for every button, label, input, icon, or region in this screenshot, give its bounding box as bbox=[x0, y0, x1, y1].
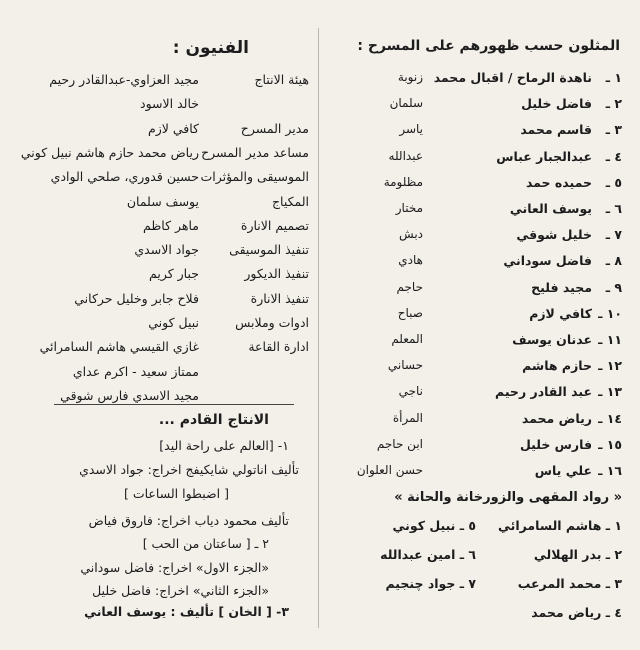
actor-number: ١٠ ـ bbox=[598, 305, 622, 321]
character-name: حاجم bbox=[396, 279, 423, 294]
actor-name: فارس خليل bbox=[519, 436, 592, 452]
actor-number: ١٥ ـ bbox=[598, 436, 622, 452]
credit-value: ماهر كاظم bbox=[143, 217, 199, 233]
actor-name: حازم هاشم bbox=[522, 358, 592, 374]
visitor-name: ٤ ـ رياض محمد bbox=[531, 605, 622, 620]
credit-label: هيئة الانتاج bbox=[254, 72, 309, 87]
actor-name: قاسم محمد bbox=[520, 122, 592, 138]
next-production-line: ٣- [ الخان ] تأليف : يوسف العاني bbox=[84, 604, 289, 619]
actor-number: ٦ ـ bbox=[605, 201, 622, 216]
actor-number: ٧ ـ bbox=[605, 227, 622, 243]
next-production-line: «الجزء الاول» اخراج: فاضل سوداني bbox=[80, 560, 269, 575]
credit-label: تنفيذ الانارة bbox=[250, 290, 309, 306]
next-production-line: ١- [العالم على راحة اليد] bbox=[159, 438, 289, 453]
arts-title: الفنيون : bbox=[172, 38, 249, 58]
actor-number: ١٤ ـ bbox=[598, 410, 622, 426]
visitor-name: ٣ ـ محمد المرعب bbox=[517, 576, 622, 591]
character-name: هادي bbox=[398, 253, 423, 268]
actor-name: رياض محمد bbox=[521, 410, 592, 426]
actor-number: ٨ ـ bbox=[605, 253, 622, 269]
credit-label: ادارة القاعة bbox=[248, 339, 309, 355]
credit-label: المكياج bbox=[271, 193, 309, 209]
character-name: مختار bbox=[395, 201, 423, 215]
column-divider bbox=[318, 28, 319, 628]
actor-name: فاضل خليل bbox=[521, 96, 592, 112]
character-name: حساني bbox=[387, 358, 423, 373]
visitor-name: ١ ـ هاشم السامرائي bbox=[498, 518, 622, 533]
credit-value: رياض محمد حازم هاشم نبيل كوني bbox=[20, 144, 199, 160]
actors-title: المثلون حسب ظهورهم على المسرح : bbox=[357, 38, 620, 54]
credit-value: فلاح جابر وخليل حركاني bbox=[74, 290, 199, 306]
credit-label: تنفيذ الديكور bbox=[244, 266, 309, 282]
credit-label: مساعد مدير المسرح bbox=[201, 144, 309, 160]
next-production-line: تأليف محمود دياب اخراج: فاروق فياض bbox=[88, 513, 289, 528]
credit-value: جواد الاسدي bbox=[134, 242, 199, 258]
character-name: ابن حاجم bbox=[376, 436, 423, 451]
actor-name: عبد القادر رحيم bbox=[495, 384, 592, 400]
credit-value: مجيد العزاوي-عبدالقادر رحيم bbox=[49, 72, 199, 87]
actor-number: ١٦ ـ bbox=[598, 463, 622, 478]
credit-label: مدير المسرح bbox=[240, 120, 309, 136]
visitor-name: ٢ ـ بدر الهلالي bbox=[533, 547, 622, 562]
actor-number: ٢ ـ bbox=[605, 96, 622, 112]
credit-value: ممتاز سعيد - اكرم عداي bbox=[72, 363, 199, 379]
visitor-name: ٦ ـ امين عبدالله bbox=[380, 547, 476, 562]
character-name: ناجي bbox=[398, 384, 423, 399]
actor-number: ١٣ ـ bbox=[598, 384, 622, 400]
credit-value: خالد الاسود bbox=[140, 96, 199, 112]
credit-label: ادوات وملابس bbox=[235, 315, 309, 330]
visitor-name: ٧ ـ جواد چنجيم bbox=[385, 576, 476, 591]
actor-name: عبدالجبار عباس bbox=[496, 148, 592, 164]
credit-value: مجيد الاسدي فارس شوقي bbox=[60, 387, 199, 403]
actor-name: مجيد فليح bbox=[531, 279, 592, 295]
actor-number: ١١ ـ bbox=[598, 332, 622, 347]
actor-number: ١٢ ـ bbox=[598, 358, 622, 374]
character-name: صباح bbox=[397, 305, 423, 320]
actor-name: يوسف العاني bbox=[509, 201, 592, 216]
credit-value: جبار كريم bbox=[149, 266, 199, 282]
actor-name: حميده حمد bbox=[525, 174, 592, 190]
actor-number: ١ ـ bbox=[605, 70, 622, 85]
character-name: زنوبة bbox=[397, 70, 423, 84]
actor-name: عدنان يوسف bbox=[512, 332, 592, 347]
actor-number: ٥ ـ bbox=[605, 174, 622, 190]
actor-number: ٣ ـ bbox=[605, 122, 622, 138]
next-production-title: الانتاج القادم ... bbox=[158, 412, 269, 428]
character-name: عبدالله bbox=[388, 148, 423, 163]
credit-value: نبيل كوني bbox=[148, 315, 199, 330]
credit-label: تصميم الانارة bbox=[240, 217, 309, 233]
actor-number: ٩ ـ bbox=[605, 279, 622, 295]
credit-label: تنفيذ الموسيقى bbox=[229, 242, 309, 258]
next-production-line: [ اضبطوا الساعات ] bbox=[124, 486, 229, 501]
actor-name: فاضل سوداني bbox=[503, 253, 592, 269]
character-name: مظلومة bbox=[383, 174, 423, 189]
credit-value: حسين قدوري، صلحي الوادي bbox=[50, 169, 199, 185]
credit-value: يوسف سلمان bbox=[126, 193, 199, 209]
character-name: حسن العلوان bbox=[356, 463, 423, 477]
actor-name: علي ياس bbox=[534, 463, 592, 478]
visitors-title: « رواد المقهى والزورخانة والحانة » bbox=[394, 490, 622, 505]
credit-value: كافي لازم bbox=[147, 120, 199, 136]
next-production-line: تأليف اناتولي شايكيفج اخراج: جواد الاسدي bbox=[79, 462, 299, 477]
credit-value: غازي القيسي هاشم السامرائي bbox=[39, 339, 199, 355]
section-separator bbox=[54, 404, 294, 405]
character-name: دبش bbox=[399, 227, 423, 242]
visitor-name: ٥ ـ نبيل كوني bbox=[392, 518, 476, 533]
actor-name: خليل شوقي bbox=[516, 227, 592, 243]
credit-label: الموسيقى والمؤثرات bbox=[200, 169, 309, 185]
character-name: المرأة bbox=[392, 410, 423, 425]
next-production-line: ٢ ـ [ ساعتان من الحب ] bbox=[142, 536, 269, 551]
actor-number: ٤ ـ bbox=[605, 148, 622, 164]
actor-name: كافي لازم bbox=[529, 305, 592, 321]
character-name: سلمان bbox=[389, 96, 423, 111]
character-name: المعلم bbox=[391, 332, 423, 346]
next-production-line: «الجزء الثاني» اخراج: فاضل خليل bbox=[92, 583, 269, 598]
character-name: ياسر bbox=[399, 122, 423, 137]
actor-name: ناهدة الرماح / اقبال محمد bbox=[433, 70, 592, 85]
